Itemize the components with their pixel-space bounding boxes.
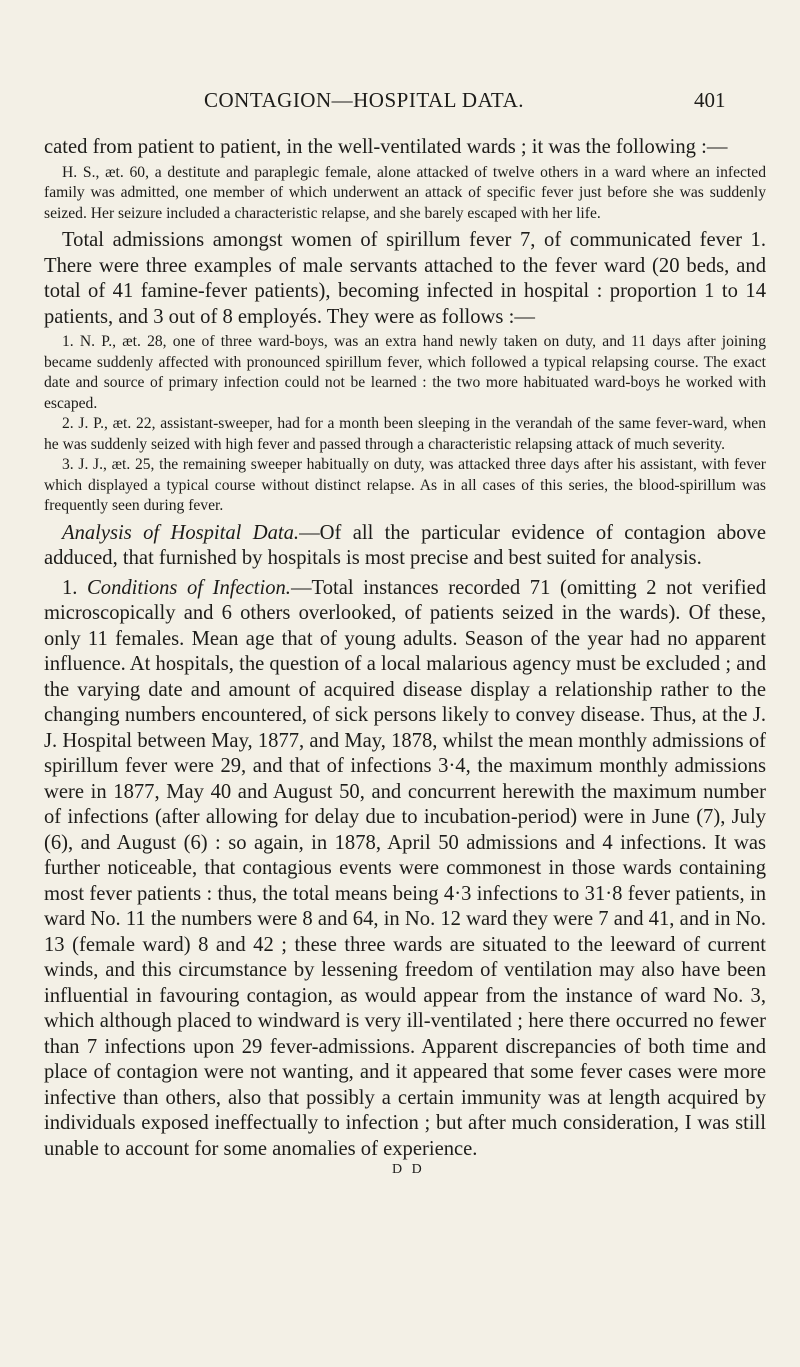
conditions-heading: Conditions of Infection. — [87, 576, 291, 599]
case-jj: 3. J. J., æt. 25, the remaining sweeper habitually on duty, was attacked three days after his assistant, with fever which displayed a typical course without distinct relapse. As in all cases of this series, the blood-spirillum was frequently seen during fever. — [44, 456, 766, 514]
conditions-number: 1. — [62, 576, 78, 599]
analysis-heading: Analysis of Hospital Data. — [62, 521, 300, 544]
paragraph-analysis — [44, 521, 766, 572]
page-header — [0, 88, 800, 118]
case-jp: 2. J. P., æt. 22, assistant-sweeper, had for a month been sleeping in the verandah of the same fever-ward, when he was suddenly seized with high fever and passed through a characteristic relapsing attack of much severity. — [44, 415, 766, 453]
paragraph-conditions — [44, 576, 766, 1163]
analysis-text: —Of all the particular evidence of contagion above adduced, that furnished by hospitals is most precise and best suited for analysis. — [44, 521, 766, 569]
case-hs: H. S., æt. 60, a destitute and paraplegic female, alone attacked of twelve others in a ward where an infected family was admitted, one member of which underwent an attack of specific fever just before she was suddenly seized. Her seizure included a characteristic relapse, and she barely escaped with her life. — [44, 163, 766, 222]
conditions-text: —Total instances recorded 71 (omitting 2 not verified microscopically and 6 others overlooked, of patients seized in the wards). Of these, only 11 females. Mean age that of young adults. Season of the year had no apparent influence. At hospitals, the question of a local malarious agency must be excluded ; and the varying date and amount of acquired disease display a relationship rather to the changing numbers encountered, of sick persons likely to convey disease. Thus, at the J. J. Hospital between May, 1877, and May, 1878, whilst the mean monthly admissions of spirillum fever were 29, and that of infections 3·4, the maximum monthly admissions were in 1877, May 40 and August 50, and concurrent herewith the maximum number of infections (after allowing for delay due to incubation-period) were in June (7), July (6), and August (6) : so again, in 1878, April 50 admissions and 4 infections. It was further noticeable, that contagious events were commonest in those wards containing most fever patients : thus, the total means being 4·3 infections to 31·8 fever patients, in ward No. 11 the numbers were 8 and 64, in No. 12 ward they were 7 and 41, and in No. 13 (female ward) 8 and 42 ; these three wards are situated to the leeward of current winds, and this circumstance by lessening freedom of ventilation may also have been influential in favouring contagion, as would appear from the instance of ward No. 3, which although placed to windward is very ill-ventilated ; here there occurred no fewer than 7 infections upon 29 fever-admissions. Apparent discrepancies of both time and place of contagion were not wanting, and it appeared that some fever cases were more infective than others, also that possibly a certain immunity was at length acquired by individuals exposed ineffectually to infection ; but after much consideration, I was still unable to account for some anomalies of experience. — [44, 576, 767, 1160]
paragraph-continuation: cated from patient to patient, in the well-ventilated wards ; it was the following :— — [44, 136, 728, 158]
signature-mark: D D — [392, 1162, 425, 1177]
page-number: 401 — [694, 88, 726, 112]
page-body — [44, 135, 766, 1178]
paragraph-admissions: Total admissions amongst women of spirillum fever 7, of communicated fever 1. There were three examples of male servants attached to the fever ward (20 beds, and total of 41 famine-fever patients), becoming infected in hospital : proportion 1 to 14 patients, and 3 out of 8 employés. They were as follows :— — [44, 229, 766, 328]
running-title: CONTAGION—HOSPITAL DATA. — [204, 88, 524, 112]
case-np: 1. N. P., æt. 28, one of three ward-boys, was an extra hand newly taken on duty, and 11 days after joining became suddenly affected with pronounced spirillum fever, which followed a typical relapsing course. The exact date and source of primary infection could not be learned : the two more habituated ward-boys he worked with escaped. — [44, 333, 766, 412]
